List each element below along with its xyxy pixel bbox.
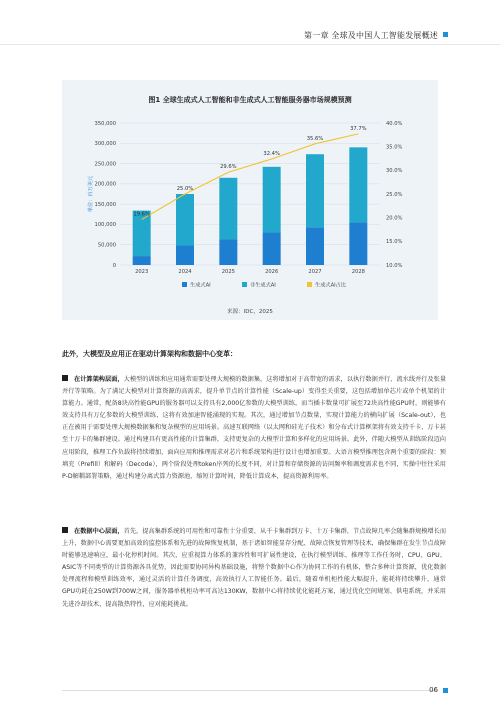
x-tick-label: 2024 xyxy=(178,269,192,275)
server-market-chart xyxy=(62,80,438,320)
bullet-square-icon xyxy=(62,527,68,533)
paragraph-data-center xyxy=(62,526,446,611)
bar-genai xyxy=(306,227,324,265)
line-genai-share xyxy=(142,134,359,220)
data-label-share: 37.7% xyxy=(350,125,367,132)
y-tick-label: 350,000 xyxy=(94,120,116,127)
bar-genai xyxy=(349,222,367,265)
bar-genai xyxy=(263,233,281,265)
y-tick-label: 0 xyxy=(112,262,116,269)
bar-nongenai xyxy=(263,167,281,233)
bar-genai xyxy=(219,239,237,265)
x-tick-label: 2026 xyxy=(265,269,279,275)
y2-tick-label: 10.0% xyxy=(386,262,403,269)
legend-swatch xyxy=(242,282,247,287)
y2-tick-label: 40.0% xyxy=(386,120,403,127)
bar-genai xyxy=(133,256,151,265)
x-tick-label: 2023 xyxy=(135,269,149,275)
data-label-share: 25.0% xyxy=(176,186,194,192)
y-tick-label: 200,000 xyxy=(94,181,116,188)
y2-tick-label: 25.0% xyxy=(386,191,403,198)
chapter-marker xyxy=(443,32,448,37)
y-tick-label: 100,000 xyxy=(94,222,116,229)
data-label-share: 35.6% xyxy=(306,135,324,142)
bar-nongenai xyxy=(219,178,237,240)
paragraph-text: 大模型的训练和应用通常需要处理大规模的数据集，这将增加对于高带宽的需求，以执行数据并行、流水线并行及张量并行等策略。为了满足大模型对计算资源的高需求，提升单节点的计算性能（Scale-up）变得至关重要，这包括增加单芯片或单个机架的计算能力。通常，配备8块高性能GPU的服务器可以支持具有2,000亿参数的大模型训练，而当插卡数量可扩展至72块高性能GPU时，则能够有效支持具有万亿参数的大模型训练，这将有效加速智能涌现的实现。其次，通过增加节点数量，实现计算能力的横向扩展（Scale-out），也正在被用于需要处理大规模数据集和复杂模型的应用场景。高速互联网络（以太网和硅光子技术）和分布式计算框架将有效支持千卡、万卡甚至十万卡的集群建设。通过构建具有更高性能的计算集群，支持更复杂的大模型计算和多样化的应用场景。此外，伴随大模型从训练阶段迈向应用阶段，推理工作负载将持续增加，面向应用和推理需求对芯片和系统架构进行设计也增加重要。大语言模型推理包含两个重要的阶段：预填充（Prefill）和解码（Decode），两个阶段处理token序列的长度不同，对计算和存储资源的访问频率和调度需求也不同，实操中往往采用P-D解耦部署策略，通过构建分离式算力资源池，缩短计算时间，降低计算成本，提高资源利用率。 xyxy=(62,376,447,480)
bar-genai xyxy=(176,246,194,265)
legend-swatch xyxy=(307,282,312,287)
paragraph-heading: 在计算架构层面， xyxy=(74,376,124,383)
paragraph-text: 首先，提高集群系统的可用性和可靠性十分重要，从千卡集群到万卡、十万卡集群，节点故障几率会随集群规模增长而上升，数据中心需要更加高效的监控体系和先进的故障恢复机制，基于诸如智能显存分配、故障点恢复管理等技术，确保集群在发生节点故障时能够迅速响应，最小化停机时间。其次，应重视算力体系的兼容性和可扩展性建设，在执行模型训练、推理等工作任务时，CPU、GPU、ASIC等不同类型的计算资源各具优势，因此需要协同异构基础设施，将整个数据中心作为协同工作的有机体，整合多种计算资源，优化数据处理流程和模型训练效率，通过灵活的计算任务调度，高效执行人工智能任务。最后，随着单机柜性能大幅提升，能耗将持续攀升，通常GPU功耗在250W到700W之间，服务器单机柜功率可高达130KW，数据中心将持续优化能耗方案，通过优化空间规划、供电系统，并采用先进冷却技术，提高散热特性，应对能耗挑战。 xyxy=(62,528,447,608)
y2-tick-label: 35.0% xyxy=(386,144,403,151)
data-label-share: 29.6% xyxy=(220,164,237,171)
legend-label: 生成式AI xyxy=(190,282,211,289)
bullet-square-icon xyxy=(62,375,68,381)
chapter-title: 第一章 全球及中国人工智能发展概述 xyxy=(304,31,438,40)
figure-source: 来源：IDC，2025 xyxy=(227,309,273,315)
figure-panel xyxy=(62,80,438,320)
legend-label: 非生成式AI xyxy=(250,282,276,289)
y2-tick-label: 15.0% xyxy=(386,239,403,246)
data-label-share: 19.6% xyxy=(133,211,150,218)
y-tick-label: 50,000 xyxy=(97,242,116,249)
page-marker xyxy=(443,688,448,693)
paragraph-compute-architecture xyxy=(62,374,446,483)
legend-label: 生成式AI占比 xyxy=(315,282,347,289)
y-tick-label: 150,000 xyxy=(94,201,116,208)
page-number: 06 xyxy=(429,686,438,694)
bar-nongenai xyxy=(306,154,324,227)
y-tick-label: 250,000 xyxy=(94,161,116,168)
footer-rule xyxy=(62,690,438,691)
y2-tick-label: 20.0% xyxy=(386,215,403,222)
bar-nongenai xyxy=(349,147,367,222)
y2-tick-label: 30.0% xyxy=(386,168,403,175)
x-tick-label: 2028 xyxy=(351,269,365,275)
legend-swatch xyxy=(182,282,187,287)
section-lead: 此外，大模型及应用正在驱动计算架构和数据中心变革： xyxy=(62,350,237,358)
paragraph-heading: 在数据中心层面， xyxy=(74,528,124,535)
bar-nongenai xyxy=(176,194,194,246)
figure-title: 图1 全球生成式人工智能和非生成式人工智能服务器市场规模预测 xyxy=(148,96,352,104)
y-axis-label: 单位：百万美元 xyxy=(88,175,94,213)
x-tick-label: 2025 xyxy=(221,269,235,275)
data-label-share: 32.4% xyxy=(263,150,280,157)
header-rule xyxy=(0,44,500,45)
y-tick-label: 300,000 xyxy=(94,141,116,148)
x-tick-label: 2027 xyxy=(308,269,322,275)
